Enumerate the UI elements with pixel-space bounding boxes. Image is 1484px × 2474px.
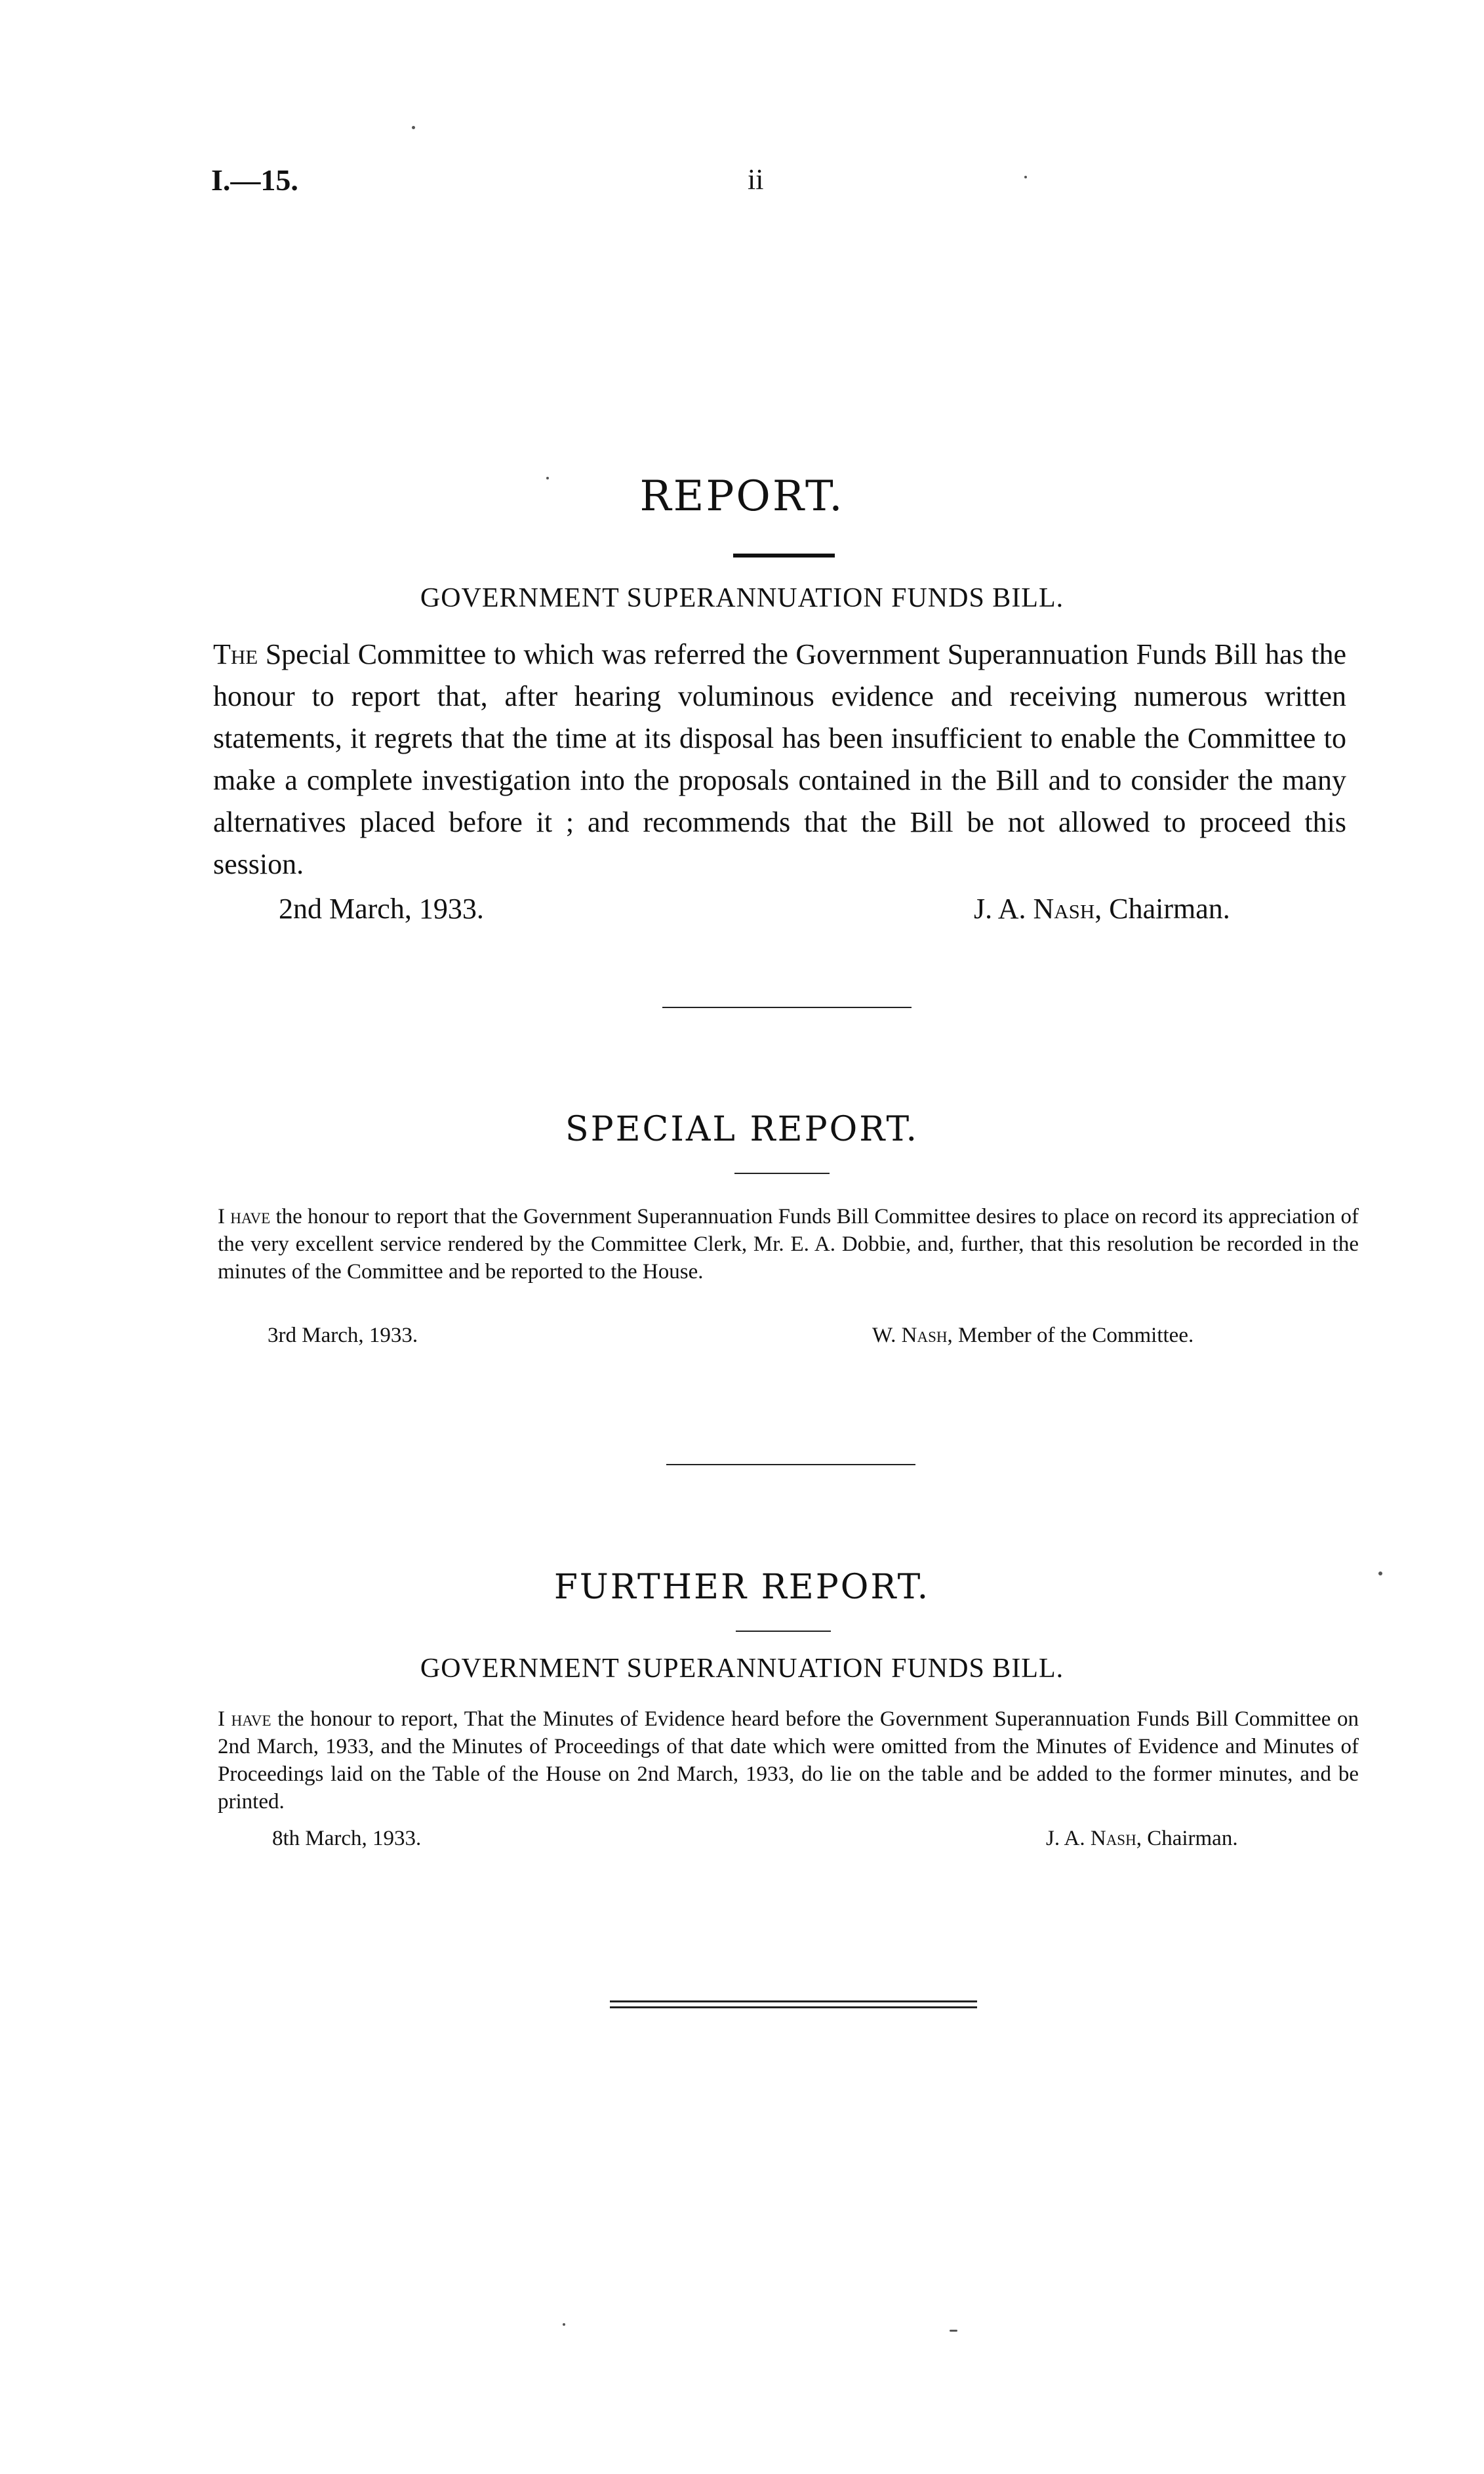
further-report-signatory [1046, 1827, 1238, 1851]
report-subheading: GOVERNMENT SUPERANNUATION FUNDS BILL. [420, 583, 1064, 613]
special-report-signatory [872, 1324, 1193, 1348]
scan-speck [1024, 176, 1027, 178]
scan-speck [950, 2330, 957, 2332]
further-report-signature-row [0, 1827, 1484, 1856]
report-heading: REPORT. [639, 472, 845, 521]
further-report-heading: FURTHER REPORT. [553, 1568, 931, 1607]
further-report-signatory-surname: Nash, [1090, 1827, 1142, 1850]
report-date: 2nd March, 1933. [279, 893, 484, 925]
further-report-heading-rule [736, 1631, 831, 1632]
special-report-signature-row [0, 1324, 1484, 1352]
report-lead-word: The [213, 638, 258, 670]
scan-speck [563, 2323, 565, 2326]
report-signature-row [0, 892, 1484, 931]
further-report-signatory-initials: J. A. [1046, 1827, 1085, 1850]
special-report-body-text: the honour to report that the Government Superannuation Funds Bill Committee desires to place on record its appreciation of the very excellent service rendered by the Committee Clerk, Mr. E. A. Dobbie, and, further, that this resolution be recorded in the minutes of the Committee and be reported to the House. [218, 1205, 1359, 1284]
special-report-date: 3rd March, 1933. [268, 1324, 418, 1347]
further-report-subheading: GOVERNMENT SUPERANNUATION FUNDS BILL. [420, 1653, 1064, 1684]
report-body-text: Special Committee to which was referred the Government Superannuation Funds Bill has the honour to report that, after hearing voluminous evidence and receiving numerous written statements, it regrets that the time at its disposal has been insufficient to enable the Committee to make a complete investigation into the proposals contained in the Bill and to consider the many alternatives placed before it ; and recommends that the Bill be not allowed to proceed this session. [213, 638, 1346, 880]
further-report-body [218, 1705, 1359, 1815]
special-report-heading: SPECIAL REPORT. [565, 1110, 919, 1149]
scan-speck [546, 477, 549, 479]
end-double-rule [610, 2000, 977, 2008]
page-number: ii [748, 163, 764, 195]
report-signatory-initials: J. A. [974, 893, 1026, 925]
special-report-signatory-surname: Nash, [901, 1324, 953, 1347]
further-report-body-text: the honour to report, That the Minutes of Evidence heard before the Government Superannuation Funds Bill Committee on 2nd March, 1933, and the Minutes of Proceedings of that date which were omitted from the Minutes of Evidence and Minutes of Proceedings laid on the Table of the House on 2nd March, 1933, do lie on the table and be added to the former minutes, and be printed. [218, 1707, 1359, 1814]
section-divider-2 [666, 1464, 915, 1465]
end-rule-top [610, 2000, 977, 2002]
further-report-signatory-role: Chairman. [1147, 1827, 1238, 1850]
special-report-heading-rule [734, 1173, 830, 1174]
end-rule-bottom [610, 2006, 977, 2008]
report-heading-rule [733, 554, 835, 558]
scan-speck [1378, 1572, 1382, 1575]
paper-number: I.—15. [211, 163, 298, 197]
special-report-lead-words: I have [218, 1205, 271, 1228]
section-divider-1 [662, 1007, 912, 1008]
report-signatory [974, 892, 1230, 925]
further-report-date: 8th March, 1933. [272, 1827, 422, 1850]
report-signatory-role: Chairman. [1109, 893, 1230, 925]
report-body [213, 634, 1346, 885]
scan-speck [412, 126, 415, 129]
report-signatory-surname: Nash, [1033, 893, 1102, 925]
special-report-signatory-role: Member of the Committee. [957, 1324, 1194, 1347]
further-report-lead-words: I have [218, 1707, 271, 1731]
special-report-signatory-initials: W. [872, 1324, 896, 1347]
special-report-body [218, 1203, 1359, 1286]
